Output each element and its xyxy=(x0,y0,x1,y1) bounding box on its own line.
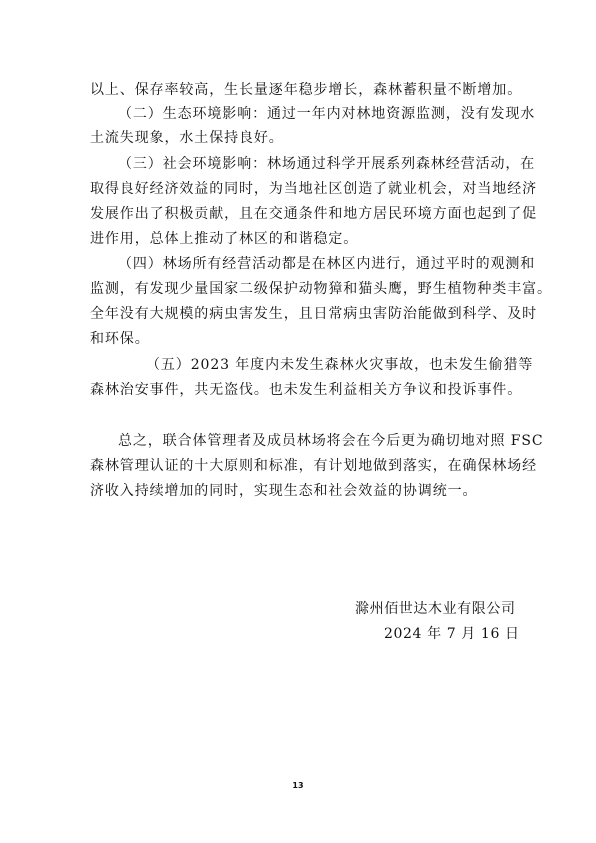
text-line: 监测，有发现少量国家二级保护动物獐和猫头鹰，野生植物种类丰富。 xyxy=(90,281,552,297)
text-line: （三）社会环境影响：林场通过科学开展系列森林经营活动，在 xyxy=(118,156,536,172)
text-line: 进作用，总体上推动了林区的和谐稳定。 xyxy=(90,231,359,247)
text-line: 总之，联合体管理者及成员林场将会在今后更为确切地对照 FSC xyxy=(118,433,544,449)
text-line: （四）林场所有经营活动都是在林区内进行，通过平时的观测和 xyxy=(118,256,536,272)
text-line: （五）2023 年度内未发生森林火灾事故，也未发生偷猎等 xyxy=(146,357,534,373)
company-name: 滁州佰世达木业有限公司 xyxy=(355,601,516,617)
text-line: 济收入持续增加的同时，实现生态和社会效益的协调统一。 xyxy=(90,483,478,499)
text-line: 森林治安事件，共无盗伐。也未发生利益相关方争议和投诉事件。 xyxy=(90,382,523,398)
page-number: 13 xyxy=(292,781,304,790)
text-line: 取得良好经济效益的同时，为当地社区创造了就业机会，对当地经济 xyxy=(90,181,537,197)
text-line: 全年没有大规模的病虫害发生，且日常病虫害防治能做到科学、及时 xyxy=(90,306,537,322)
signature-date: 2024 年 7 月 16 日 xyxy=(384,626,520,642)
text-line: 以上、保存率较高，生长量逐年稳步增长，森林蓄积量不断增加。 xyxy=(90,82,523,98)
text-line: 土流失现象，水土保持良好。 xyxy=(90,130,284,146)
text-line: 发展作出了积极贡献，且在交通条件和地方居民环境方面也起到了促 xyxy=(90,206,537,222)
text-line: 和环保。 xyxy=(90,331,150,347)
text-line: 森林管理认证的十大原则和标准，有计划地做到落实，在确保林场经 xyxy=(90,458,537,474)
text-line: （二）生态环境影响：通过一年内对林地资源监测，没有发现水 xyxy=(118,106,536,122)
